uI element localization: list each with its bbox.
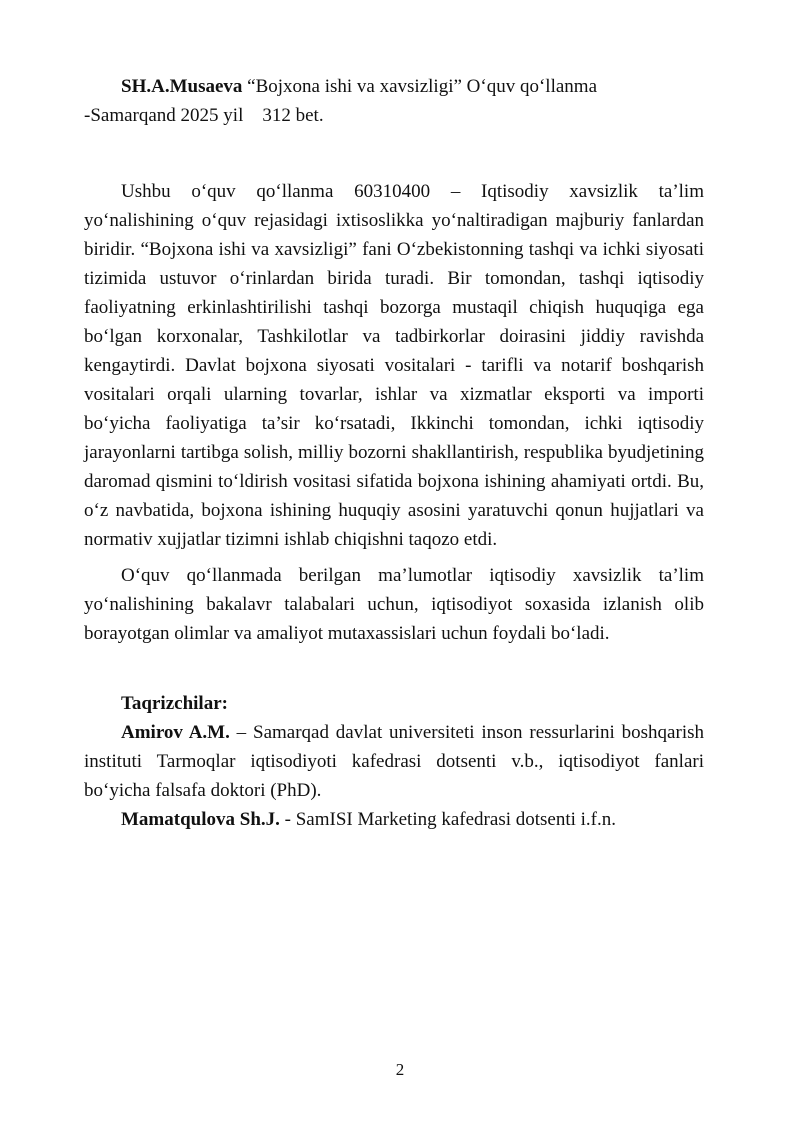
document-page [84,72,704,834]
citation-publication-info: -Samarqand 2025 yil 312 bet. [84,105,324,126]
citation-line [84,72,704,101]
annotation-paragraph: O‘quv qo‘llanmada berilgan ma’lumotlar iqtisodiy xavsizlik ta’lim yo‘nalishining bakalavr talabalari uchun, iqtisodiyot soxasida izlanish olib borayotgan olimlar va amaliyot mutaxassislari uchun foydali bo‘ladi. [84,565,704,644]
reviewer-name: Mamatqulova Sh.J. [121,809,280,830]
citation-author: SH.A.Musaeva [121,76,243,97]
citation-title: “Bojxona ishi va xavsizligi” O‘quv qo‘llanma [242,76,597,97]
reviewer-description: – Samarqad davlat universiteti inson ressurlarini boshqarish instituti Tarmoqlar iqtisodiyoti kafedrasi dotsenti v.b., iqtisodiyot fanlari bo‘yicha falsafa doktori (PhD). [84,722,704,801]
reviewers-heading: Taqrizchilar: [121,693,228,714]
reviewer-description: - SamISI Marketing kafedrasi dotsenti i.f.n. [279,809,617,830]
reviewer-entry [84,718,704,805]
annotation-paragraph: Ushbu o‘quv qo‘llanma 60310400 – Iqtisodiy xavsizlik ta’lim yo‘nalishining o‘quv rejasidagi ixtisoslikka yo‘naltiradigan majburiy fanlardan biridir. “Bojxona ishi va xavsizligi” fani O‘zbekistonning tashqi va ichki siyosati tizimida ustuvor o‘rinlardan birida turadi. Bir tomondan, tashqi iqtisodiy faoliyatning erkinlashtirilishi tashqi bozorga mustaqil chiqish huquqiga ega bo‘lgan korxonalar, Tashkilotlar va tadbirkorlar doirasini jiddiy ravishda kengaytirdi. Davlat bojxona siyosati vositalari - tarifli va notarif boshqarish vositalari orqali ularning tovarlar, ishlar va xizmatlar eksporti va importi bo‘yicha faoliyatiga ta’sir ko‘rsatadi, Ikkinchi tomondan, ichki iqtisodiy jarayonlarni tartibga solish, milliy bozorni shakllantirish, respublika byudjetining daromad qismini to‘ldirish vositasi sifatida bojxona ishining ahamiyati ortdi. Bu, o‘z navbatida, bojxona ishining huquqiy asosini yaratuvchi qonun hujjatlari va normativ xujjatlar tizimni ishlab chiqishni taqozo etdi. [84,181,704,550]
reviewer-entry [84,805,704,834]
page-number: 2 [395,1060,405,1079]
reviewer-name: Amirov A.M. [121,722,230,743]
